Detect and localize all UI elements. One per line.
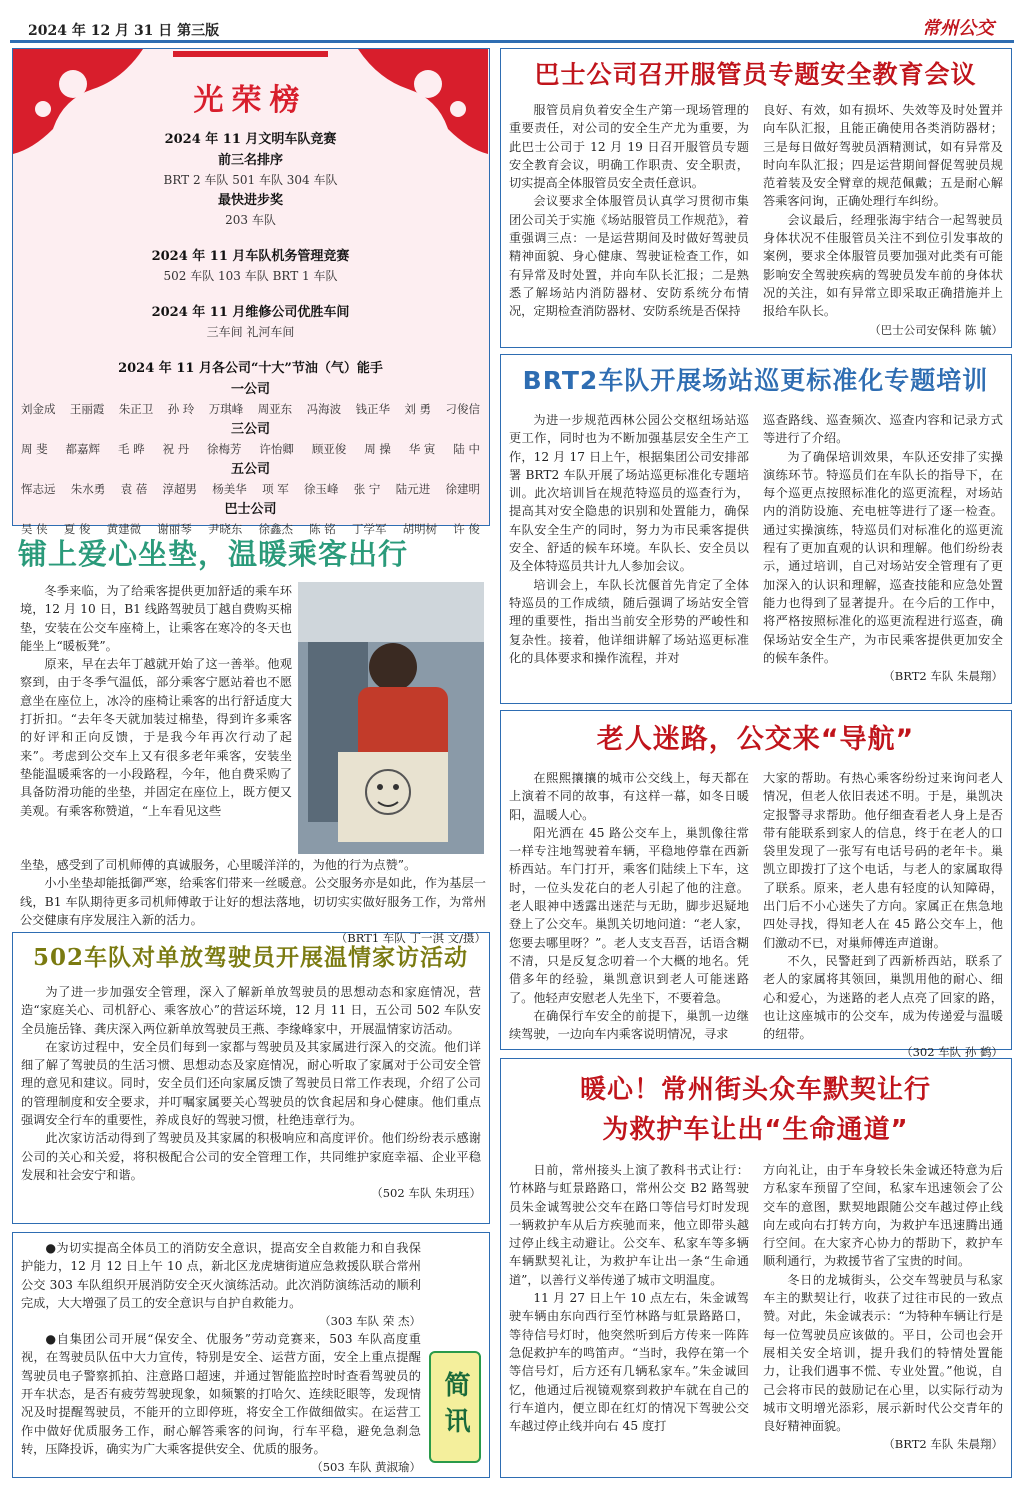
brief-label: 简讯 (429, 1351, 481, 1463)
company-label: 一公司 (230, 382, 270, 397)
person-name: 恽志远 (21, 482, 56, 496)
byline: （BRT2 车队 朱晨翔） (883, 669, 1003, 684)
paragraph: 为了确保培训效果，车队还安排了实操演练环节。特巡员们在车队长的指导下，在每个巡更点按照标准化的巡更流程，对场站内的消防设施、充电桩等进行了逐一检查。通过实操演练，特巡员们对标准化的巡更流程有了更加直观的认识和理解。他们纷纷表示，通过培训，自己对场站安全管理有了更加深入的认识和理解，巡查技能和应急处置能力也得到了显著提升。在今后的工作中，将严格按照标准化的巡更流程进行巡查，确保场站安全生产，为市民乘客提供更加安全的候车条件。 (763, 449, 1003, 665)
paragraph: 会议要求全体服管员认真学习贯彻市集团公司关于实施《场站服管员工作规范》，着重强调三点：一是运营期间及时做好驾驶员精神面貌、身心健康、驾驶证检查工作，如有异常及时处置，并向车队长汇报；二是熟悉了解场站内消防器材、安防系统分布情况，定期检查消防器材、安防系统是否保持 (509, 194, 749, 319)
person-name: 陆 中 (453, 442, 480, 456)
paragraph: 为进一步规范西林公园公交枢纽场站巡更工作，同时也为不断加强基层安全生产工作，12 月 17 日上午，根据集团公司安排部署 BRT2 车队开展了场站巡更标准化专题培训。此次培训旨在规范特巡员的巡查行为，提高其对安全隐患的识别和处置能力，确保车队安全生产的同时，努力为市民乘客提供安全、舒适的候车环境。车队长、安全员以及全体特巡员共计九人参加会议。 (509, 413, 749, 574)
person-name: 顾亚俊 (311, 442, 347, 456)
paragraph: 服管员肩负着安全生产第一现场管理的重要责任，对公司的安全生产尤为重要，为此巴士公司于 12 月 19 日召开服管员专题安全教育会议，明确工作职责、安全职责，切实提高全体服管员安全责任意识。 (509, 103, 749, 191)
person-name: 钱正华 (355, 402, 390, 416)
paragraph: 坐垫，感受到了司机师傅的真诚服务，心里暖洋洋的，为他的行为点赞”。 (20, 858, 417, 872)
paragraph: 此次家访活动得到了驾驶员及其家属的积极响应和高度评价。他们纷纷表示感谢公司的关心和关爱，将积极配合公司的安全管理工作，共同维护家庭幸福、企业平稳发展和社会安宁和谐。 (21, 1131, 481, 1182)
brief-news (12, 1232, 490, 1478)
honor-line: 502 车队 103 车队 BRT 1 车队 (163, 269, 338, 283)
article-ambulance (500, 1058, 1012, 1478)
paragraph: 冬日的龙城街头，公交车驾驶员与私家车主的默契让行，收获了过往市民的一致点赞。对此，朱金诚表示：“为特种车辆让行是每一位驾驶员应该做的。平日，公司也会开展相关安全培训，提升我们的特情处置能力，让我们遇事不慌、专业处置。”他说，自己会将市民的鼓励记在心里，以实际行动为城市文明增光添彩，展示新时代公交青年的良好精神面貌。 (763, 1272, 1003, 1434)
person-name: 华 寅 (408, 442, 436, 456)
paragraph: 会议最后，经理张海宇结合一起驾驶员身体状况不佳服管员关注不到位引发事故的案例，要求全体服管员要加强对此类有可能影响安全驾驶疾病的驾驶员发车前的身体状况的关注，如有异常立即采取正确措施并上报给车队长。 (763, 212, 1003, 319)
paragraph: 良好、有效，如有损坏、失效等及时处置并向车队汇报，且能正确使用各类消防器材；三是每日做好驾驶员酒精测试，如有异常及时向车队汇报；四是运营期间督促驾驶员规范着装及安全臂章的规范佩戴；五是耐心解答乘客问询，正确处理行车纠纷。 (763, 103, 1003, 209)
honor-section-title: 2024 年 11 月车队机务管理竞赛 (151, 249, 350, 264)
paragraph: 不久，民警赶到了西新桥西站，联系了老人的家属将其领回，巢凯用他的耐心、细心和爱心，为迷路的老人点亮了回家的路，也让这座城市的公交车，成为传递爱与温暖的纽带。 (763, 953, 1003, 1042)
person-name: 刁俊信 (445, 402, 480, 416)
person-name: 陆元进 (395, 482, 431, 496)
person-name: 周 斐 (21, 442, 48, 456)
name-list (13, 400, 488, 419)
person-name: 徐玉峰 (304, 482, 339, 496)
article-subtitle: 为救护车让出“生命通道” (602, 1115, 909, 1145)
article-safety-meeting (500, 48, 1012, 348)
person-name: 谢丽琴 (157, 522, 192, 536)
person-name: 许 俊 (453, 522, 480, 536)
person-name: 杨美华 (212, 482, 247, 496)
paragraph: 阳光洒在 45 路公交车上，巢凯像往常一样专注地驾驶着车辆，平稳地停靠在西新桥西站。车门打开，乘客们陆续上下车，这时，一位头发花白的老人引起了他的注意。老人眼神中透露出迷茫与无助，脚步迟疑地登上了公交车。巢凯关切地问道：“老人家，您要去哪里呀？”。老人支支吾吾，话语含糊不清，只是反复念叨着一个大概的地名。凭借多年的经验，巢凯意识到老人可能迷路了。他轻声安慰老人先坐下，不要着急。 (509, 825, 749, 1005)
article-title: BRT2车队开展场站巡更标准化专题培训 (522, 366, 989, 395)
person-name: 王丽霞 (69, 402, 105, 416)
byline: （302 车队 孙 鹤） (901, 1045, 1003, 1060)
person-name: 祝 丹 (162, 442, 190, 456)
article-title: 铺上爱心坐垫，温暖乘客出行 (18, 537, 409, 571)
paragraph: 为了进一步加强安全管理，深入了解新单放驾驶员的思想动态和家庭情况，营造“家庭关心、司机舒心、乘客放心”的营运环境，12 月 11 日，五公司 502 车队安全员施岳锋、龚庆深入两位新单放驾驶员王燕、李缘峰家中，开展温情家访活动。 (21, 985, 481, 1036)
byline: （503 车队 黄淑瑜） (311, 1460, 421, 1475)
person-name: 孙 玲 (167, 402, 195, 416)
byline: （巴士公司安保科 陈 毓） (869, 322, 1003, 337)
paragraph: 在熙熙攘攘的城市公交线上，每天都在上演着不同的故事，有这样一幕，如冬日暖阳，温暖人心。 (509, 771, 749, 822)
article-lost-elder (500, 710, 1012, 1060)
person-name: 淳超男 (162, 482, 197, 496)
person-name: 袁 蓓 (120, 482, 148, 496)
paragraph: 方向礼让，由于车身较长朱金诚还特意为后方私家车预留了空间，私家车迅速领会了公交车的意图，默契地跟随公交车越过停止线向左或向右打转方向，为救护车迅速腾出通行空间。在大家齐心协力的帮助下，救护车顺利通行，为救援节省了宝贵的时间。 (763, 1163, 1003, 1269)
newspaper-logo: 常州公交 (922, 18, 994, 39)
person-name: 周 操 (364, 442, 391, 456)
person-name: 刘金成 (21, 402, 56, 416)
paragraph: 11 月 27 日上午 10 点左右，朱金诚驾驶车辆由东向西行至竹林路与虹景路路口，等待信号灯时，他突然听到后方传来一阵阵急促救护车的鸣笛声。“当时，我停在第一个等信号灯，后方还有几辆私家车。”朱金诚回忆，他通过后视镜观察到救护车就在自己的行车道内，便立即在红灯的情况下驾驶公交车越过停止线并向右 45 度打 (509, 1291, 749, 1434)
issue-date: 2024 年 12 月 31 日 第三版 (28, 23, 220, 39)
person-name: 尹晓东 (207, 522, 243, 536)
person-name: 都嘉辉 (65, 442, 101, 456)
person-name: 刘 勇 (404, 402, 432, 416)
person-name: 毛 晔 (117, 442, 145, 456)
paragraph: ●自集团公司开展“保安全、优服务”劳动竞赛来，503 车队高度重视，在驾驶员队伍中大力宣传，特别是安全、运营方面，安全上重点提醒驾驶员电子警察抓拍、注意路口超速，并通过智能监控时时查看驾驶员的开车状态，是否有疲劳驾驶现象，如频繁的打哈欠、连续眨眼等，发现情况及时提醒驾驶员，不能开的立即停班，将安全工作做细做实。在运营工作中做好优质服务工作，耐心解答乘客的问询，行车平稳，避免急刹急转，压降投诉，确实为广大乘客提供安全、优质的服务。 (21, 1332, 421, 1456)
honor-subtitle: 前三名排序 (217, 153, 283, 168)
person-name: 许怡卿 (259, 442, 294, 456)
article-title: 巴士公司召开服管员专题安全教育会议 (534, 60, 977, 89)
honor-section-title: 2024 年 11 月各公司“十大”节油（气）能手 (118, 361, 383, 376)
honor-roll (12, 48, 490, 536)
person-name: 徐建明 (445, 482, 480, 496)
paragraph: 冬季来临，为了给乘客提供更加舒适的乘车环境，12 月 10 日，B1 线路驾驶员丁越自费购买棉垫，安装在公交车座椅上，让乘客在寒冷的冬天也能坐上“暖板凳”。 (20, 584, 292, 653)
honor-subtitle: 最快进步奖 (217, 193, 283, 208)
honor-section-title: 2024 年 11 月文明车队竞赛 (164, 132, 337, 147)
byline: （303 车队 荣 杰） (319, 1314, 421, 1329)
person-name: 徐梅芳 (207, 442, 242, 456)
person-name: 冯海波 (306, 402, 342, 416)
article-title: 老人迷路，公交来“导航” (596, 724, 915, 755)
article-title: 502车队对单放驾驶员开展温情家访活动 (32, 944, 468, 971)
paragraph: 在确保行车安全的前提下，巢凯一边继续驾驶，一边向车内乘客说明情况，寻求 (509, 1008, 749, 1042)
honor-line: BRT 2 车队 501 车队 304 车队 (163, 173, 338, 187)
person-name: 夏 俊 (63, 522, 91, 536)
paragraph: 大家的帮助。有热心乘客纷纷过来询问老人情况，但老人依旧表述不明。于是，巢凯决定报警寻求帮助。他仔细查看老人身上是否带有能联系到家人的信息，终于在老人的口袋里发现了一张写有电话号码的老年卡。巢凯立即拨打了这个电话，与老人的家属取得了联系。原来，老人患有轻度的认知障碍，出门后不小心迷失了方向。家属正在焦急地四处寻找，得知老人在 45 路公交车上，他们激动不已，对巢师傅连声道谢。 (763, 771, 1003, 950)
paragraph: ●为切实提高全体员工的消防安全意识，提高安全自救能力和自我保护能力，12 月 12 日上午 10 点，新北区龙虎塘街道应急救援队联合常州公交 303 车队组织开展消防安全灭火演练活动。此次消防演练活动的顺利完成，大大增强了员工的安全意识与自护自救能力。 (21, 1241, 421, 1310)
byline: （502 车队 朱玥珏） (371, 1186, 481, 1201)
person-name: 朱水勇 (70, 482, 106, 496)
person-name: 万琪峰 (208, 402, 244, 416)
person-name: 项 军 (262, 482, 289, 496)
article-title: 暖心！常州街头众车默契让行 (579, 1075, 931, 1105)
driver-photo (298, 582, 484, 854)
header-divider (10, 40, 1014, 43)
honor-title: 光荣榜 (193, 83, 308, 118)
paragraph: 培训会上，车队长沈偃首先肯定了全体特巡员的工作成绩，随后强调了场站安全管理的重要性，指出当前安全形势的严峻性和复杂性。接着，他详细讲解了场站巡更标准化的具体要求和操作流程，并对 (509, 577, 749, 665)
person-name: 吴 侠 (21, 522, 48, 536)
honor-section-title: 2024 年 11 月维修公司优胜车间 (151, 305, 350, 320)
paragraph: 在家访过程中，安全员们每到一家都与驾驶员及其家属进行深入的交流。他们详细了解了驾驶员的生活习惯、思想动态及家庭情况，耐心听取了家属对于公司安全管理的意见和建议。同时，安全员们还向家属反馈了驾驶员日常工作表现，介绍了公司的管理制度和安全要求，并叮嘱家属要关心驾驶员的饮食起居和身心健康。他们重点强调安全行车的重要性，养成良好的驾驶习惯，杜绝违章行为。 (21, 1039, 481, 1128)
paragraph: 巡查路线、巡查频次、巡查内容和记录方式等进行了介绍。 (763, 413, 1003, 446)
paragraph: 原来，早在去年丁越就开始了这一善举。他观察到，由于冬季气温低，部分乘客宁愿站着也不愿意坐在座位上，冰冷的座椅让乘客的出行舒适度大打折扣。“去年冬天就加装过棉垫，得到许多乘客的好评和正向反馈，于是我今年再次行动了起来”。考虑到公交车上又有很多老年乘客，安装坐垫能温暖乘客的一小段路程，今年，他自费采购了具备防滑功能的坐垫，并固定在座位上，既方便又美观。有乘客称赞道，“上车看见这些 (20, 657, 292, 818)
article-home-visit (12, 932, 490, 1224)
person-name: 朱正卫 (118, 402, 154, 416)
person-name: 周亚东 (257, 402, 293, 416)
person-name: 丁学军 (351, 522, 387, 536)
honor-line: 203 车队 (225, 213, 276, 227)
byline: （BRT1 车队 丁一淇 文/摄） (335, 931, 486, 946)
company-label: 三公司 (230, 422, 270, 437)
company-label: 巴士公司 (224, 502, 277, 517)
byline: （BRT2 车队 朱晨翔） (883, 1437, 1003, 1452)
person-name: 徐鑫杰 (258, 522, 294, 536)
article-cushion (12, 526, 490, 946)
person-name: 陈 铭 (309, 522, 336, 536)
honor-line: 三车间 礼河车间 (206, 325, 295, 339)
paragraph: 小小坐垫却能抵御严寒，给乘客们带来一丝暖意。公交服务亦是如此，作为基层一线，B1 车队期待更多司机师傅敢于让好的想法落地，切切实实做好服务工作，为常州公交健康有序发展注入新的活力。 (20, 876, 486, 927)
person-name: 张 宁 (353, 482, 381, 496)
person-name: 黄建微 (106, 522, 142, 536)
company-label: 五公司 (230, 462, 270, 477)
name-list (13, 480, 488, 499)
paragraph: 日前，常州接头上演了教科书式让行：竹林路与虹景路路口，常州公交 B2 路驾驶员朱金诚驾驶公交车在路口等信号灯时发现一辆救护车从后方疾驰而来，他立即带头越过停止线主动避让。公交车、私家车等多辆车辆默契礼让，为救护车让出一条“生命通道”，以善行义举传递了城市文明温度。 (509, 1163, 749, 1287)
article-brt2-training (500, 354, 1012, 704)
person-name: 胡明树 (402, 522, 438, 536)
name-list (13, 440, 488, 459)
